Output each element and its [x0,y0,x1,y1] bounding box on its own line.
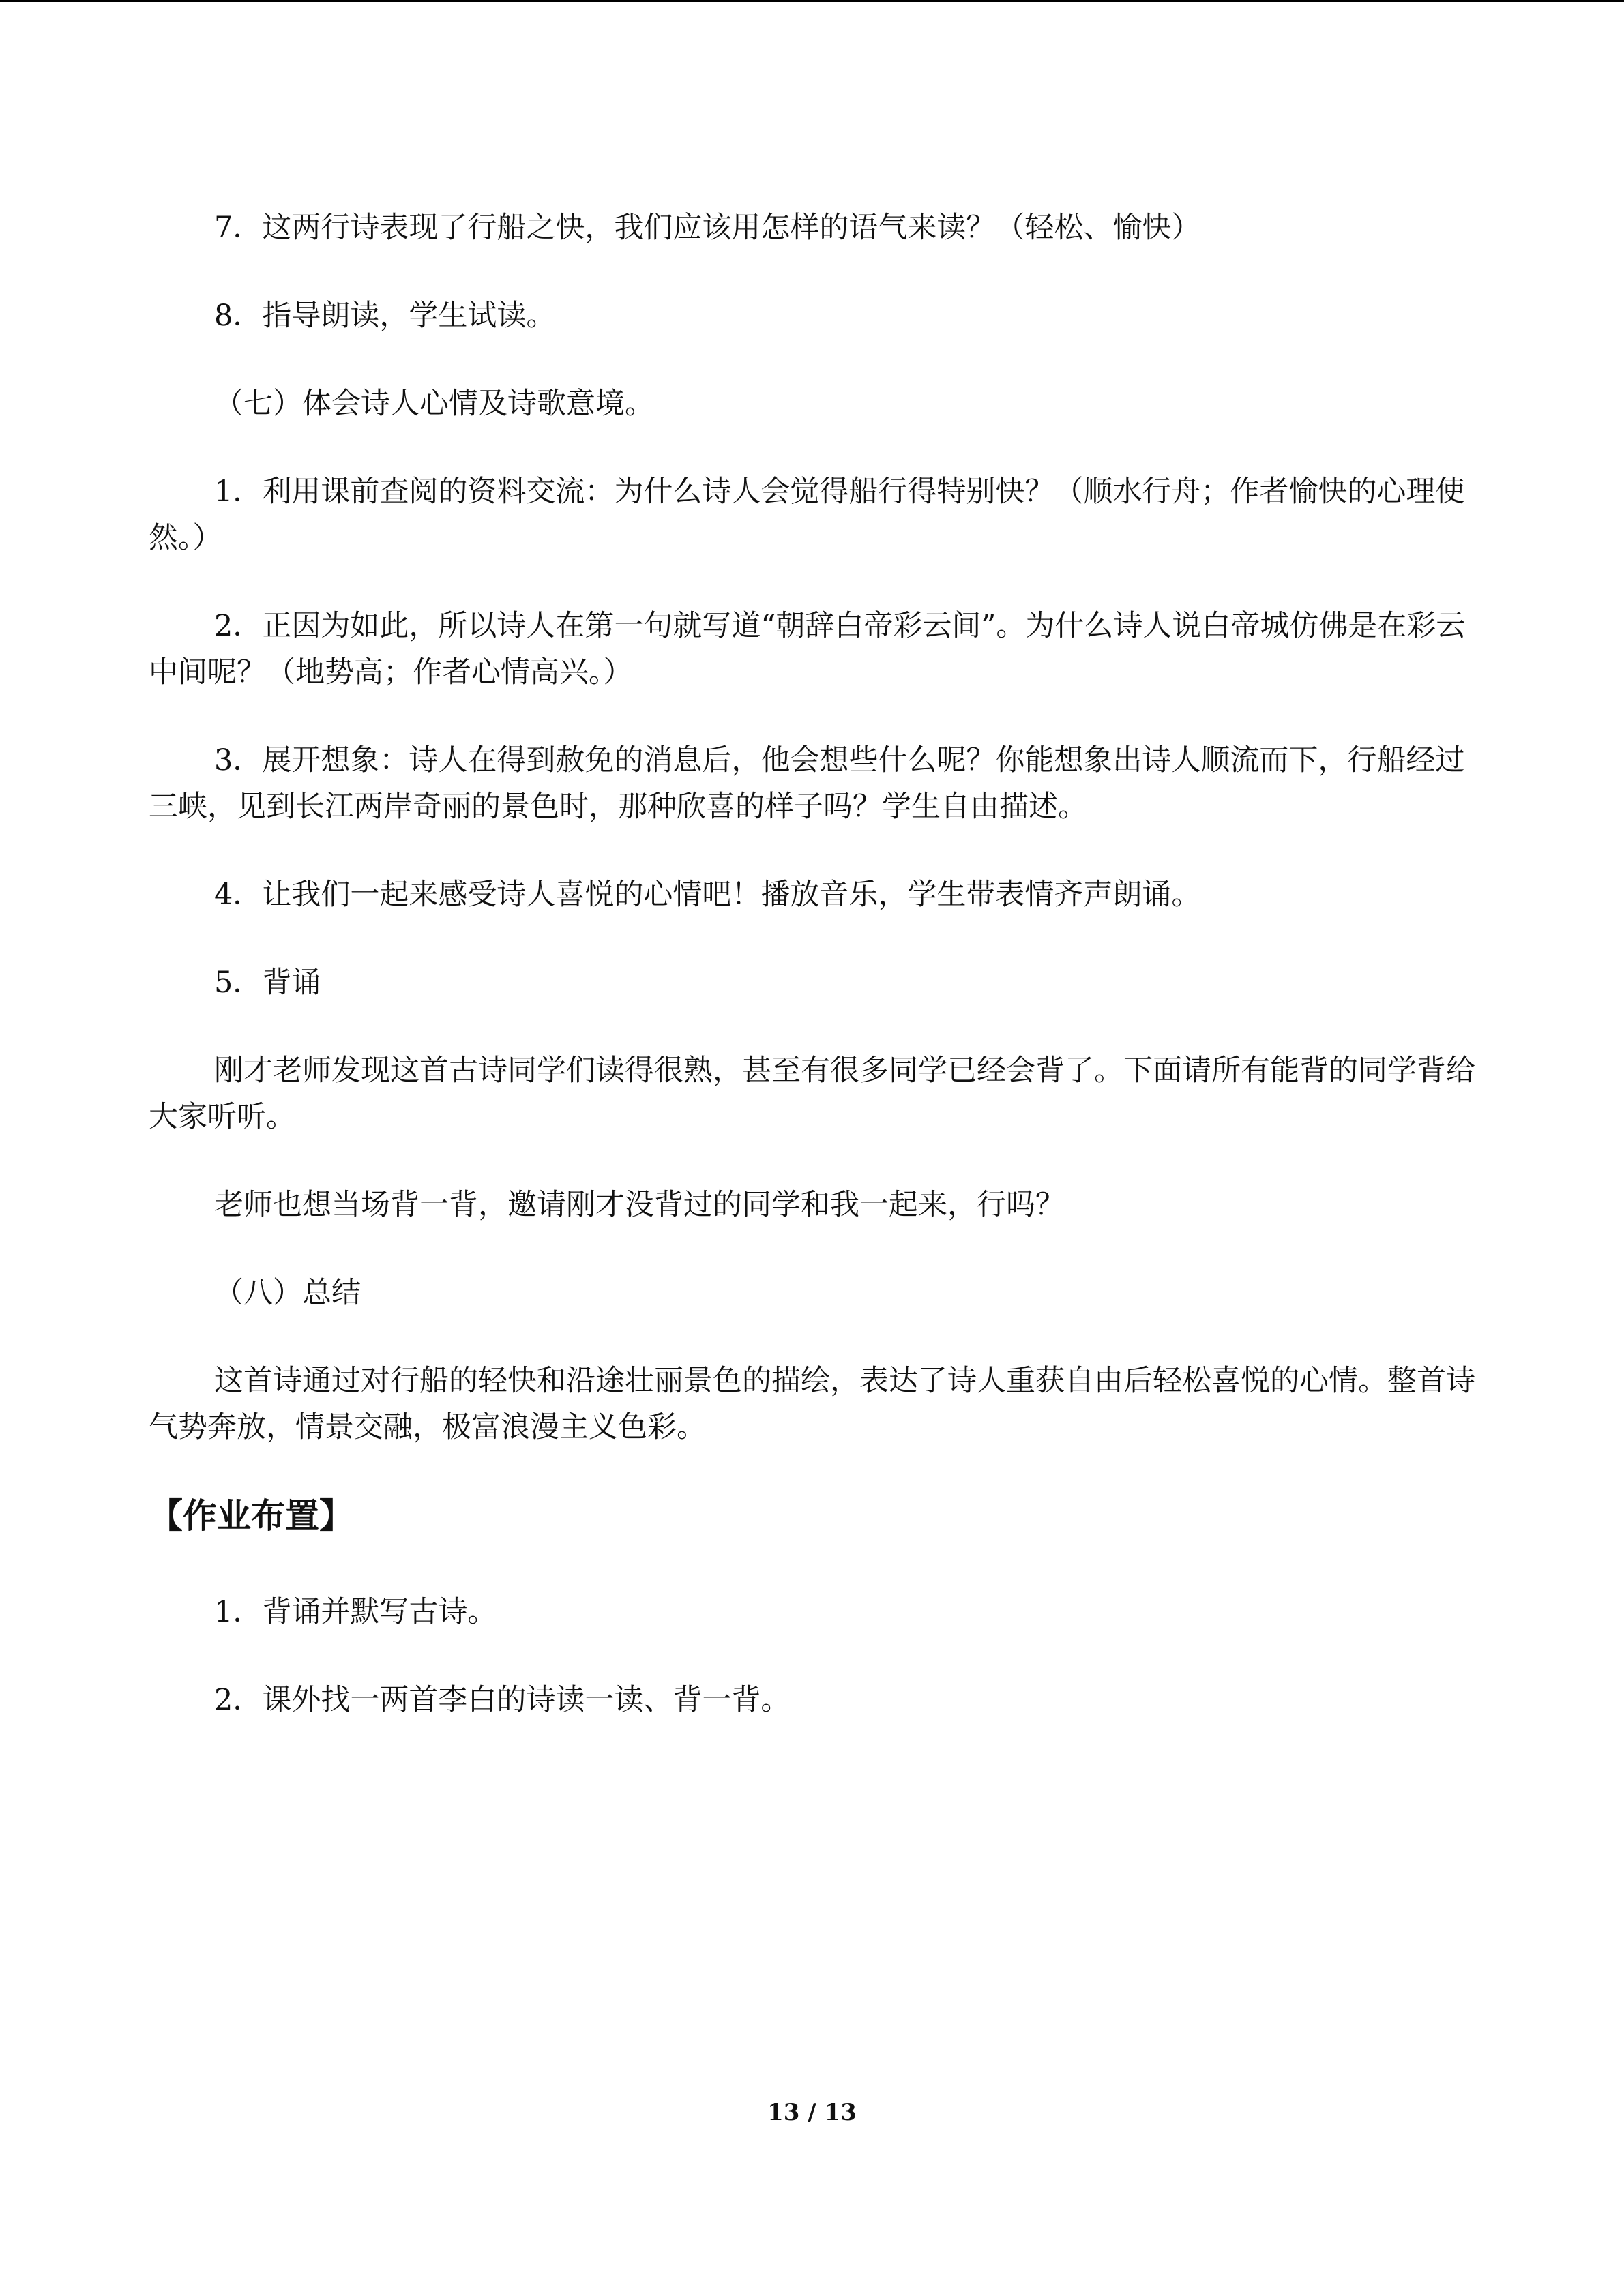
paragraph-teacher-recite: 老师也想当场背一背，邀请刚才没背过的同学和我一起来，行吗？ [214,1188,1065,1222]
paragraph-recite-intro: 刚才老师发现这首古诗同学们读得很熟，甚至有很多同学已经会背了。下面请所有能背的同学背给大家听听。 [149,1054,1475,1134]
paragraph-summary: 这首诗通过对行船的轻快和沿途壮丽景色的描绘，表达了诗人重获自由后轻松喜悦的心情。整首诗气势奔放，情景交融，极富浪漫主义色彩。 [149,1364,1475,1444]
paragraph-step-7: 7．这两行诗表现了行船之快，我们应该用怎样的语气来读？（轻松、愉快） [214,211,1201,245]
page-top-border [0,0,1624,2]
section-heading-7: （七）体会诗人心情及诗歌意境。 [214,387,654,421]
paragraph-item-2: 2．正因为如此，所以诗人在第一句就写道“朝辞白帝彩云间”。为什么诗人说白帝城仿佛是在彩云中间呢？（地势高；作者心情高兴。） [149,609,1466,689]
section-heading-8: （八）总结 [214,1276,361,1310]
homework-heading: 【作业布置】 [149,1496,353,1536]
page-number: 13 / 13 [767,2099,857,2126]
paragraph-item-4: 4．让我们一起来感受诗人喜悦的心情吧！播放音乐，学生带表情齐声朗诵。 [214,878,1201,912]
homework-item-2: 2．课外找一两首李白的诗读一读、背一背。 [214,1683,791,1717]
paragraph-item-1: 1．利用课前查阅的资料交流：为什么诗人会觉得船行得特别快？（顺水行舟；作者愉快的心理使然。） [149,475,1465,555]
paragraph-item-5: 5．背诵 [214,966,321,1000]
paragraph-item-3: 3．展开想象：诗人在得到赦免的消息后，他会想些什么呢？你能想象出诗人顺流而下，行船经过三峡，见到长江两岸奇丽的景色时，那种欣喜的样子吗？学生自由描述。 [149,743,1465,824]
document-body [149,205,1479,1765]
paragraph-step-8: 8．指导朗读，学生试读。 [214,299,556,333]
homework-item-1: 1．背诵并默写古诗。 [214,1595,497,1629]
